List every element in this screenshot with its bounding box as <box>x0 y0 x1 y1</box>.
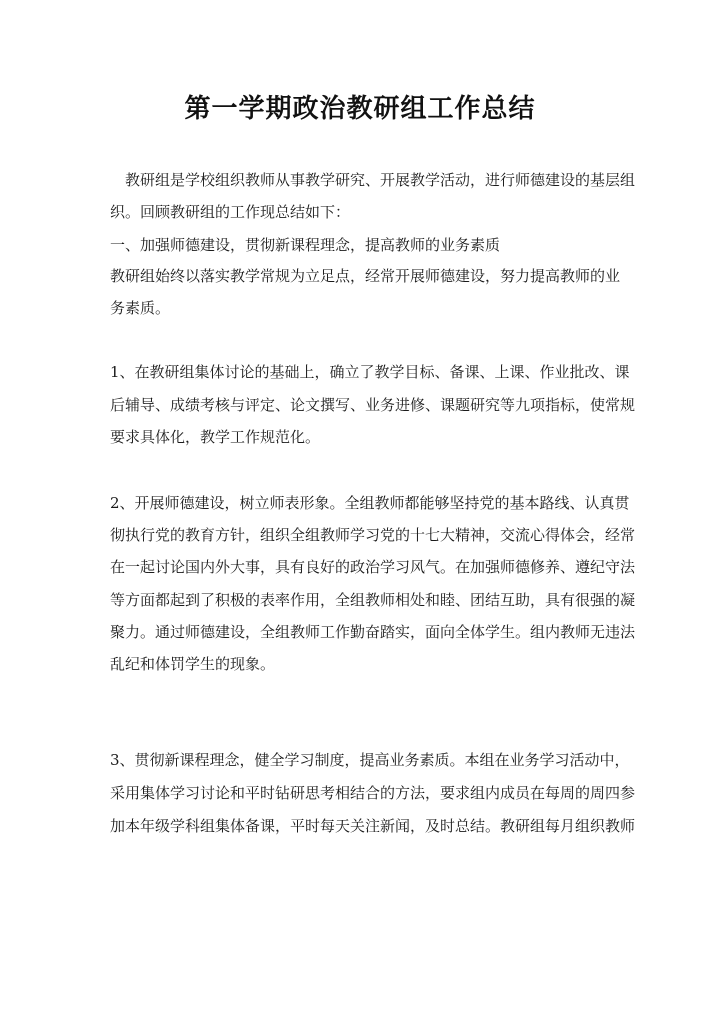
item3-line: 采用集体学习讨论和平时钻研思考相结合的方法，要求组内成员在每周的周四参 <box>110 784 636 802</box>
item1-line: 要求具体化，教学工作规范化。 <box>110 428 321 446</box>
item2-line: 等方面都起到了积极的表率作用，全组教师相处和睦、团结互助，具有很强的凝 <box>110 591 636 609</box>
item2-line: 聚力。通过师德建设，全组教师工作勤奋踏实，面向全体学生。组内教师无违法 <box>110 623 636 641</box>
document-title: 第一学期政治教研组工作总结 <box>184 94 536 124</box>
item2-line: 2、开展师德建设，树立师表形象。全组教师都能够坚持党的基本路线、认真贯 <box>110 494 630 512</box>
item2-line: 彻执行党的教育方针，组织全组教师学习党的十七大精神，交流心得体会，经常 <box>110 526 636 544</box>
item3-line: 加本年级学科组集体备课，平时每天关注新闻，及时总结。教研组每月组织教师 <box>110 817 636 835</box>
section-intro-line: 教研组始终以落实教学常规为立足点，经常开展师德建设，努力提高教师的业 <box>110 267 621 285</box>
item2-line: 在一起讨论国内外大事，具有良好的政治学习风气。在加强师德修养、遵纪守法 <box>110 558 636 576</box>
item1-line: 1、在教研组集体讨论的基础上，确立了教学目标、备课、上课、作业批改、课 <box>110 363 630 381</box>
section-intro-line: 务素质。 <box>110 299 171 317</box>
section-heading: 一、加强师德建设，贯彻新课程理念，提高教师的业务素质 <box>110 236 501 254</box>
intro-line: 教研组是学校组织教师从事教学研究、开展教学活动，进行师德建设的基层组 <box>110 171 636 189</box>
item3-line: 3、贯彻新课程理念，健全学习制度，提高业务素质。本组在业务学习活动中， <box>110 751 630 769</box>
item1-line: 后辅导、成绩考核与评定、论文撰写、业务进修、课题研究等九项指标，使常规 <box>110 396 636 414</box>
item2-line: 乱纪和体罚学生的现象。 <box>110 655 276 673</box>
intro-line: 织。回顾教研组的工作现总结如下： <box>110 203 351 221</box>
